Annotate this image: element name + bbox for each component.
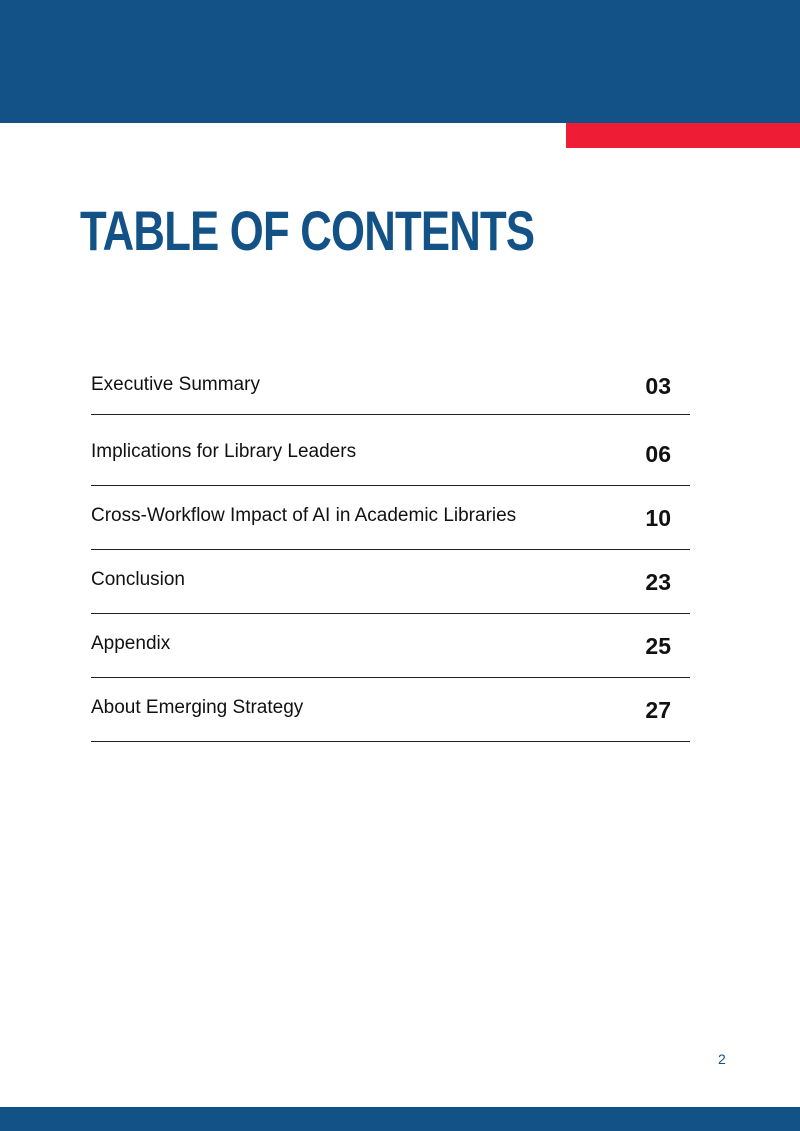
accent-stripe (566, 123, 800, 148)
toc-page-number: 25 (645, 633, 671, 659)
toc-page-number: 03 (645, 373, 671, 399)
toc-row-about[interactable] (91, 678, 690, 742)
toc-row-appendix[interactable] (91, 614, 690, 678)
toc-label: Implications for Library Leaders (91, 441, 357, 462)
toc-page-number: 23 (645, 569, 671, 595)
toc-label: Cross-Workflow Impact of AI in Academic Libraries (91, 505, 517, 526)
toc-page-number: 10 (645, 505, 671, 531)
page-title: TABLE OF CONTENTS (80, 199, 535, 262)
toc-label: Executive Summary (91, 374, 260, 395)
toc-label: Appendix (91, 633, 171, 654)
toc-label: Conclusion (91, 569, 185, 590)
page-number: 2 (718, 1051, 726, 1067)
toc-row-cross-workflow[interactable] (91, 486, 690, 550)
toc-row-executive-summary[interactable] (91, 350, 690, 415)
toc-page-number: 06 (645, 441, 671, 467)
header-band (0, 0, 800, 123)
toc-row-implications[interactable] (91, 415, 690, 486)
toc-page-number: 27 (645, 697, 671, 723)
toc-row-conclusion[interactable] (91, 550, 690, 614)
toc-list (91, 350, 690, 742)
footer-band (0, 1107, 800, 1131)
toc-label: About Emerging Strategy (91, 697, 304, 718)
